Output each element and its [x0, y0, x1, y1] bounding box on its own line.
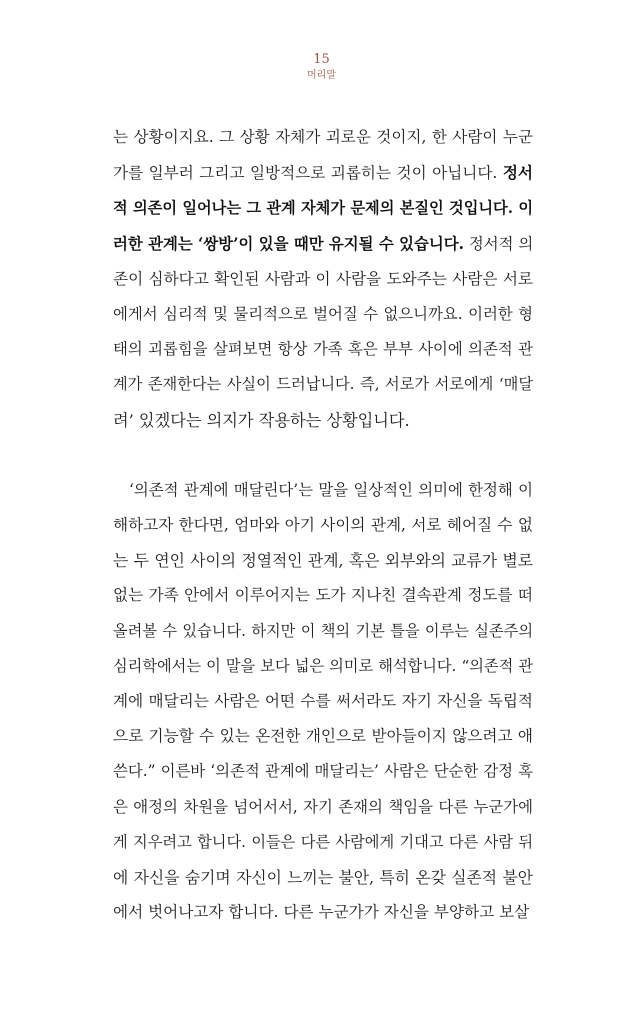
- text-run: 은 애정의 차원을 넘어서서, 자기 존재의 책임을 다른 누군가에: [113, 797, 533, 816]
- bold-text: 정서: [502, 163, 533, 183]
- text-line: [113, 367, 533, 402]
- text-line: [113, 120, 533, 155]
- text-run: 에게서 심리적 및 물리적으로 벌어질 수 없으니까요. 이러한 형: [113, 305, 533, 324]
- text-run: 계가 존재한다는 사실이 드러납니다. 즉, 서로가 서로에게 ‘매달: [113, 375, 533, 394]
- text-run: 으로 기능할 수 있는 온전한 개인으로 받아들이지 않으려고 애: [113, 727, 533, 746]
- bold-text: 적 의존이 일어나는 그 관계 자체가 문제의 본질인 것입니다. 이: [113, 199, 533, 218]
- text-line: [113, 332, 533, 367]
- text-run: 게 지우려고 합니다. 이들은 다른 사람에게 기대고 다른 사람 뒤: [113, 832, 533, 851]
- text-line: [113, 790, 533, 825]
- text-line: [113, 684, 533, 719]
- text-line: [113, 860, 533, 895]
- body-text: [113, 120, 533, 930]
- text-run: 는 상황이지요. 그 상황 자체가 괴로운 것이지, 한 사람이 누군: [113, 128, 533, 146]
- page-number: 15: [313, 52, 330, 67]
- text-run: 에서 벗어나고자 합니다. 다른 누군가가 자신을 부양하고 보살: [113, 903, 530, 922]
- text-run: 태의 괴롭힘을 살펴보면 항상 가족 혹은 부부 사이에 의존적 관: [113, 340, 533, 359]
- text-run: 가를 일부러 그리고 일방적으로 괴롭히는 것이 아닙니다.: [113, 164, 503, 183]
- text-run: ‘의존적 관계에 매달린다’는 말을 일상적인 의미에 한정해 이: [129, 480, 533, 499]
- text-line: [113, 473, 533, 508]
- text-run: 없는 가족 안에서 이루어지는 도가 지나친 결속관계 정도를 떠: [113, 586, 533, 605]
- text-line: [113, 614, 533, 649]
- text-line: [113, 155, 533, 191]
- text-line: [113, 262, 533, 297]
- text-line: [113, 754, 533, 789]
- text-run: 심리학에서는 이 말을 보다 넓은 의미로 해석합니다. “의존적 관: [113, 656, 533, 675]
- page-header: [0, 52, 643, 83]
- text-line: [113, 719, 533, 754]
- text-run: 쓴다.” 이른바 ‘의존적 관계에 매달리는’ 사람은 단순한 감정 혹: [113, 762, 533, 781]
- text-line: [113, 227, 533, 262]
- text-line: [113, 297, 533, 332]
- text-line: [113, 825, 533, 860]
- text-run: 해하고자 한다면, 엄마와 아기 사이의 관계, 서로 헤어질 수 없: [113, 516, 533, 535]
- paragraph: [113, 473, 533, 931]
- text-line: [113, 191, 533, 226]
- text-run: 에 자신을 숨기며 자신이 느끼는 불안, 특히 온갖 실존적 불안: [113, 868, 533, 888]
- text-line: [113, 649, 533, 684]
- text-run: 계에 매달리는 사람은 어떤 수를 써서라도 자기 자신을 독립적: [113, 692, 533, 711]
- text-run: 존이 심하다고 확인된 사람과 이 사람을 도와주는 사람은 서로: [113, 269, 533, 288]
- bold-text: 러한 관계는 ‘쌍방’이 있을 때만 유지될 수 있습니다.: [113, 234, 464, 253]
- text-line: [113, 508, 533, 543]
- text-line: [113, 543, 533, 578]
- text-run: 려’ 있겠다는 의지가 작용하는 상황입니다.: [113, 410, 410, 430]
- paragraph: [113, 120, 533, 438]
- text-run: 는 두 연인 사이의 정열적인 관계, 혹은 외부와의 교류가 별로: [113, 551, 533, 571]
- text-line: [113, 895, 533, 930]
- text-line: [113, 578, 533, 613]
- text-run: 올려볼 수 있습니다. 하지만 이 책의 기본 틀을 이루는 실존주의: [113, 621, 533, 640]
- text-line: [113, 403, 533, 438]
- running-title: 머리말: [307, 70, 336, 81]
- text-run: 정서적 의: [463, 234, 534, 253]
